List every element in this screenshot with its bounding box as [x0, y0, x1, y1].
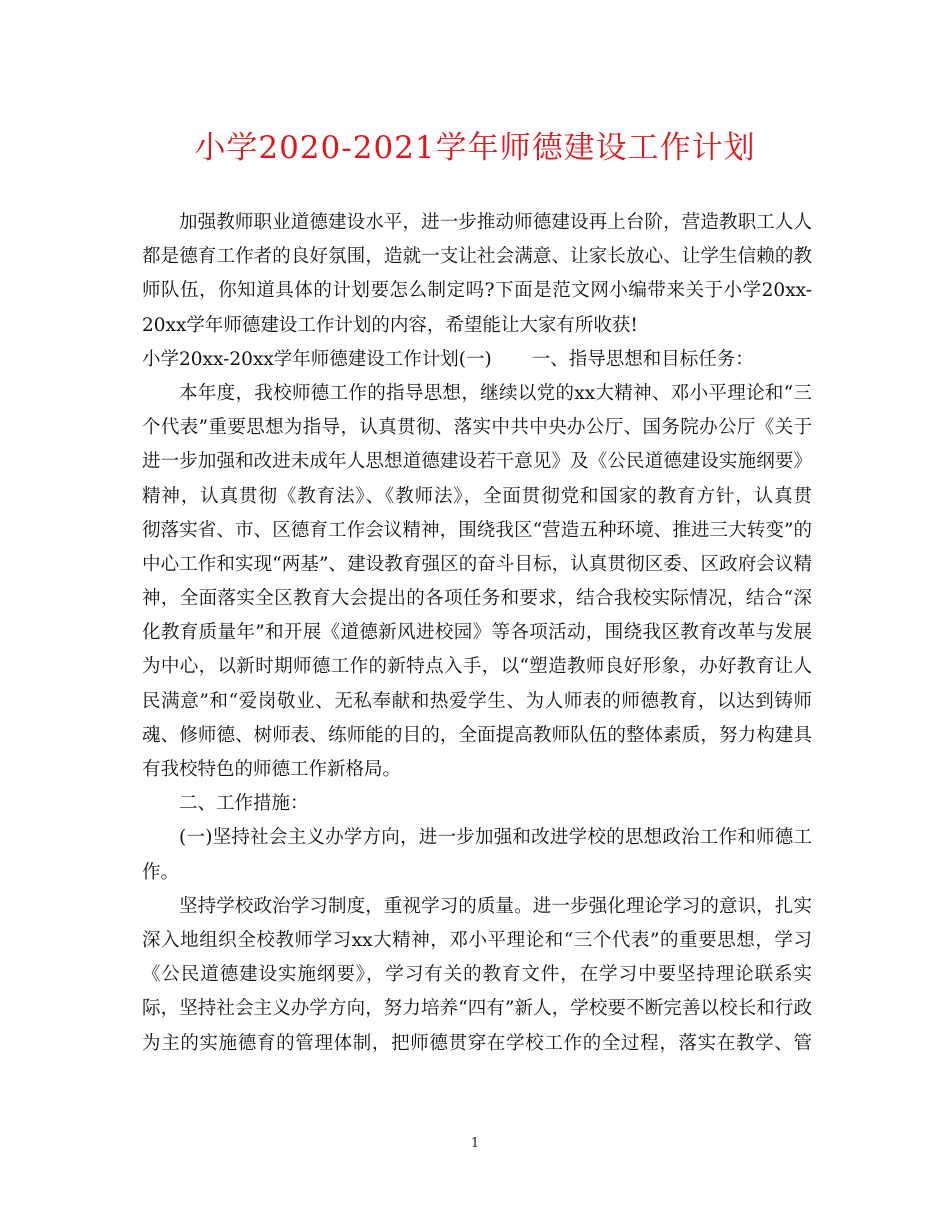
paragraph-line: (一)坚持社会主义办学方向，进一步加强和改进学校的思想政治工作和师德工 — [179, 827, 812, 849]
section-heading: 二、工作措施： — [179, 793, 309, 815]
paragraph-line: 进一步加强和改进未成年人思想道德建设若干意见》及《公民道德建设实施纲要》 — [142, 451, 812, 473]
paragraph-line: 坚持学校政治学习制度，重视学习的质量。进一步强化理论学习的意识，扎实 — [179, 895, 812, 917]
paragraph-line: 神，全面落实全区教育大会提出的各项任务和要求，结合我校实际情况，结合“深 — [142, 588, 812, 610]
paragraph-line: 为中心，以新时期师德工作的新特点入手，以“塑造教师良好形象，办好教育让人 — [142, 656, 812, 678]
paragraph-line: 为主的实施德育的管理体制，把师德贯穿在学校工作的全过程，落实在教学、管 — [142, 1032, 812, 1054]
paragraph-line: 深入地组织全校教师学习xx大精神，邓小平理论和“三个代表”的重要思想，学习 — [142, 929, 812, 951]
paragraph-line: 师队伍，你知道具体的计划要怎么制定吗?下面是范文网小编带来关于小学20xx- — [142, 280, 812, 302]
paragraph-line: 精神，认真贯彻《教育法》、《教师法》，全面贯彻党和国家的教育方针，认真贯 — [142, 485, 812, 507]
paragraph-line: 民满意”和“爱岗敬业、无私奉献和热爱学生、为人师表的师德教育，以达到铸师 — [142, 690, 812, 712]
paragraph-line: 个代表”重要思想为指导，认真贯彻、落实中共中央办公厅、国务院办公厅《关于 — [142, 417, 812, 439]
paragraph-line: 化教育质量年”和开展《道德新风进校园》等各项活动，围绕我区教育改革与发展 — [142, 622, 812, 644]
paragraph-line: 20xx学年师德建设工作计划的内容，希望能让大家有所收获! — [142, 314, 638, 336]
plan-heading: 小学20xx-20xx学年师德建设工作计划(一) — [142, 348, 492, 370]
paragraph-line: 魂、修师德、树师表、练师能的目的，全面提高教师队伍的整体素质，努力构建具 — [142, 724, 812, 746]
paragraph-line: 本年度，我校师德工作的指导思想，继续以党的xx大精神、邓小平理论和“三 — [179, 382, 812, 404]
paragraph-line: 《公民道德建设实施纲要》，学习有关的教育文件，在学习中要坚持理论联系实 — [142, 964, 812, 986]
page-number: 1 — [470, 1136, 480, 1151]
section-heading-line — [142, 343, 812, 377]
document-body — [142, 206, 812, 1061]
paragraph-line: 际，坚持社会主义办学方向，努力培养“四有”新人，学校要不断完善以校长和行政 — [142, 998, 812, 1020]
section-heading: 一、指导思想和目标任务： — [531, 348, 754, 370]
paragraph-line: 中心工作和实现“两基”、建设教育强区的奋斗目标，认真贯彻区委、区政府会议精 — [142, 553, 812, 575]
paragraph-line: 加强教师职业道德建设水平，进一步推动师德建设再上台阶，营造教职工人人 — [179, 212, 812, 233]
paragraph-line: 彻落实省、市、区德育工作会议精神，围绕我区“营造五种环境、推进三大转变”的 — [142, 519, 812, 541]
paragraph-line: 作。 — [142, 861, 180, 883]
paragraph-line: 都是德育工作者的良好氛围，造就一支让社会满意、让家长放心、让学生信赖的教 — [142, 246, 812, 268]
document-title: 小学2020-2021学年师德建设工作计划 — [194, 130, 756, 166]
paragraph-line: 有我校特色的师德工作新格局。 — [142, 759, 402, 780]
